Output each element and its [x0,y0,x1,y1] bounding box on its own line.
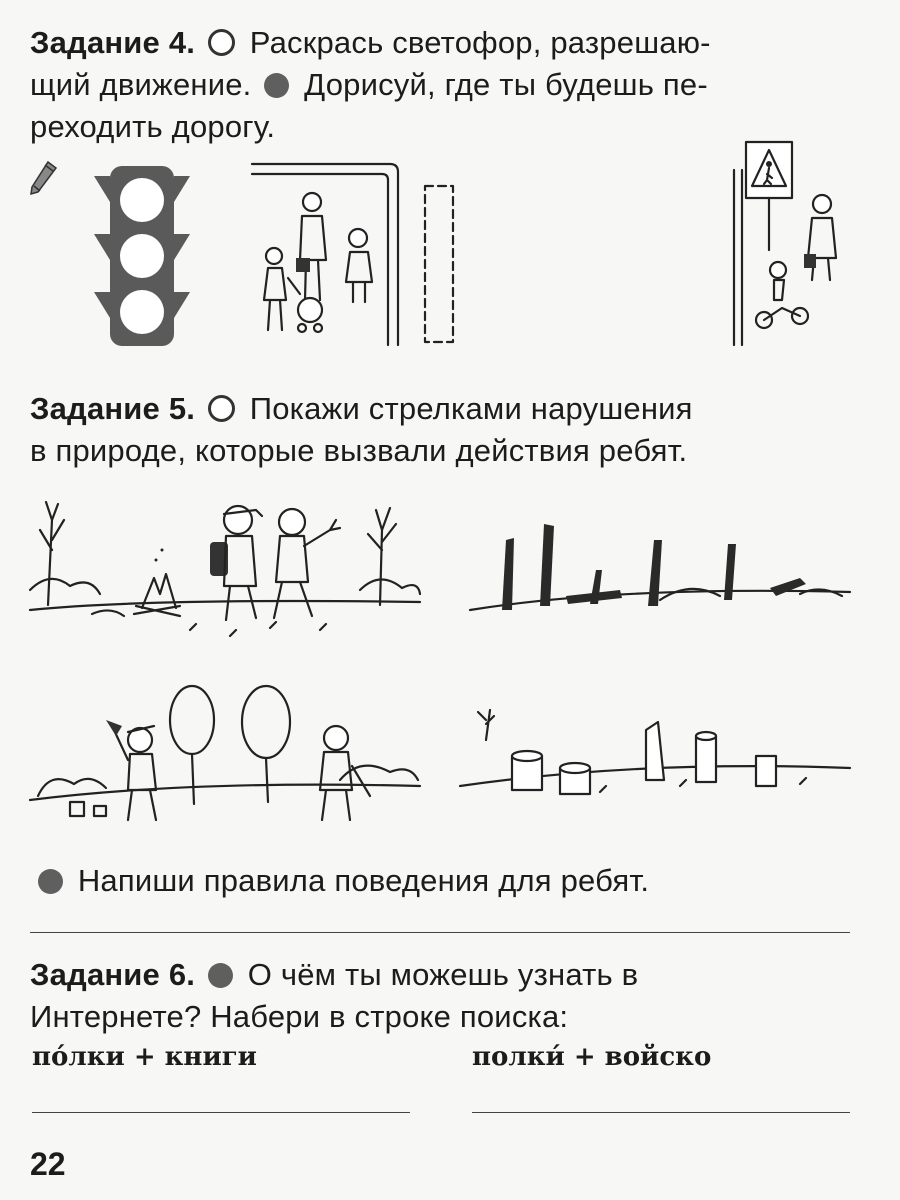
search-query-2: полки́ + войско [472,1042,712,1072]
task5-text [30,388,880,472]
task5-write-prompt [34,860,649,902]
task4-text [30,22,880,148]
traffic-light-red-lamp[interactable] [120,178,164,222]
traffic-light-green-lamp[interactable] [120,290,164,334]
task4-text-line2: щий движение. [30,67,252,102]
pencil-icon [28,160,58,196]
tree-stumps-illustration[interactable] [460,700,850,820]
search-query-1: по́лки + книги [32,1042,257,1072]
task6-text-line2: Интернете? Набери в строке поиска: [30,999,569,1034]
campfire-scene-illustration[interactable] [30,490,420,650]
task5-write-prompt-text: Напиши правила поведения для ребят. [77,863,650,898]
answer-line-query-1[interactable] [32,1112,410,1113]
page-number: 22 [30,1146,66,1182]
task5-text-line2: в природе, которые вызвали действия ребят. [30,433,688,468]
easy-level-dot-icon [208,395,235,422]
burnt-forest-illustration[interactable] [470,510,850,640]
street-scene-illustration[interactable] [250,160,480,350]
tree-cutting-scene-illustration[interactable] [30,680,420,830]
hard-level-dot-icon [264,73,289,98]
task6-title: Задание 6. [30,957,196,992]
task4-text-line3: реходить дорогу. [30,109,276,144]
task5-text-line1: Покажи стрелками нарушения [249,391,693,426]
task5-title: Задание 5. [30,391,196,426]
task4-text-line1: Раскрась светофор, разрешаю- [249,25,711,60]
task6-text [30,954,880,1038]
task4-title: Задание 4. [30,25,196,60]
answer-line-query-2[interactable] [472,1112,850,1113]
crosswalk-scene-illustration[interactable] [720,140,850,350]
traffic-light-yellow-lamp[interactable] [120,234,164,278]
traffic-light-icon[interactable] [92,162,192,352]
task4-text-line2b: Дорисуй, где ты будешь пе- [304,67,708,102]
answer-line[interactable] [30,932,850,933]
hard-level-dot-icon [38,869,63,894]
task6-text-line1: О чём ты можешь узнать в [247,957,639,992]
easy-level-dot-icon [208,29,235,56]
hard-level-dot-icon [208,963,233,988]
